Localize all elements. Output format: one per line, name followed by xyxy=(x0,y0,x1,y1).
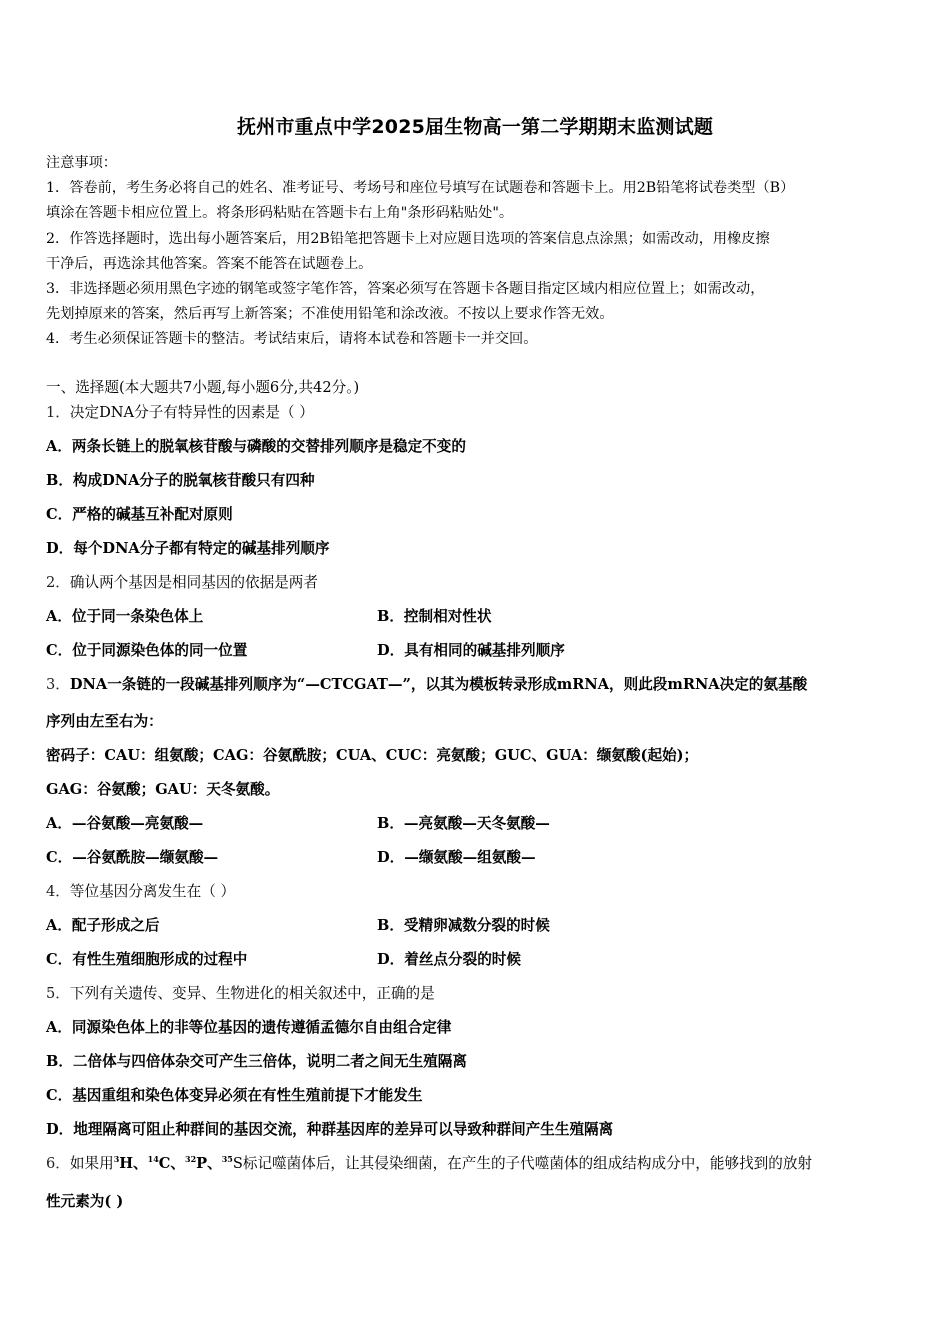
instruction-line: 干净后，再选涂其他答案。答案不能答在试题卷上。 xyxy=(46,255,373,272)
q3-stem-continued: 序列由左至右为： xyxy=(46,713,163,730)
q3-option-c: C．—谷氨酰胺—缬氨酸— xyxy=(46,849,219,866)
question-number: 4． xyxy=(46,883,70,900)
question-3 xyxy=(46,673,807,694)
q1-option-d: D．每个DNA分子都有特定的碱基排列顺序 xyxy=(46,540,330,557)
question-stem: 确认两个基因是相同基因的依据是两者 xyxy=(69,574,318,591)
q1-option-b: B．构成DNA分子的脱氧核苷酸只有四种 xyxy=(46,472,315,489)
question-stem-part: H、 xyxy=(119,1155,148,1172)
instruction-line: 填涂在答题卡相应位置上。将条形码粘贴在答题卡右上角"条形码粘贴处"。 xyxy=(46,205,514,222)
q2-option-b: B．控制相对性状 xyxy=(377,608,492,625)
q4-option-a: A．配子形成之后 xyxy=(46,917,160,934)
q1-option-c: C．严格的碱基互补配对原则 xyxy=(46,506,233,523)
question-5 xyxy=(46,982,435,1003)
question-stem-part: P、 xyxy=(196,1155,222,1172)
instruction-line: 先划掉原来的答案，然后再写上新答案；不准使用铅笔和涂改液。不按以上要求作答无效。 xyxy=(46,306,614,323)
page-title: 抚州市重点中学2025届生物高一第二学期期末监测试题 xyxy=(236,116,714,138)
instructions-heading: 注意事项： xyxy=(46,155,117,171)
section-heading: 一、选择题(本大题共7小题,每小题6分,共42分。) xyxy=(46,379,360,396)
q5-option-b: B．二倍体与四倍体杂交可产生三倍体，说明二者之间无生殖隔离 xyxy=(46,1053,467,1070)
q4-option-b: B．受精卵减数分裂的时候 xyxy=(377,917,550,934)
q4-option-d: D．着丝点分裂的时候 xyxy=(377,951,522,968)
q6-stem-continued: 性元素为( ) xyxy=(46,1193,124,1210)
q5-option-d: D．地理隔离可阻止种群间的基因交流，种群基因库的差异可以导致种群间产生生殖隔离 xyxy=(46,1121,614,1138)
instruction-line: 3．非选择题必须用黑色字迹的钢笔或签字笔作答，答案必须写在答题卡各题目指定区域内相应位置上；如需改动， xyxy=(46,281,765,298)
instruction-line: 2．作答选择题时，选出每小题答案后，用2B铅笔把答题卡上对应题目选项的答案信息点涂黑；如需改动，用橡皮擦 xyxy=(46,230,770,247)
q3-codon-table-line-1: 密码子：CAU：组氨酸；CAG：谷氨酰胺；CUA、CUC：亮氨酸；GUC、GUA：缬氨酸(起始)； xyxy=(46,747,699,764)
q3-option-b: B．—亮氨酸—天冬氨酸— xyxy=(377,815,550,832)
q1-option-a: A．两条长链上的脱氧核苷酸与磷酸的交替排列顺序是稳定不变的 xyxy=(46,438,466,455)
instructions xyxy=(46,151,906,353)
q3-option-a: A．—谷氨酸—亮氨酸— xyxy=(46,815,204,832)
question-1 xyxy=(46,401,314,422)
question-number: 2． xyxy=(46,574,70,591)
isotope-superscript: 3 xyxy=(113,1154,120,1164)
question-number: 6． xyxy=(46,1155,70,1172)
question-number: 5． xyxy=(46,985,70,1002)
question-number: 3． xyxy=(46,676,70,693)
q2-option-a: A．位于同一条染色体上 xyxy=(46,608,204,625)
isotope-superscript: 32 xyxy=(185,1154,197,1164)
question-4 xyxy=(46,880,235,901)
q3-codon-table-line-2: GAG：谷氨酸；GAU：天冬氨酸。 xyxy=(46,781,280,798)
q2-option-d: D．具有相同的碱基排列顺序 xyxy=(377,642,565,659)
question-stem-part: S标记噬菌体后，让其侵染细菌，在产生的子代噬菌体的组成结构成分中，能够找到的放射 xyxy=(232,1155,813,1172)
q3-option-d: D．—缬氨酸—组氨酸— xyxy=(377,849,536,866)
question-stem: 等位基因分离发生在（ ） xyxy=(69,883,236,900)
question-number: 1． xyxy=(46,404,70,421)
question-stem: DNA一条链的一段碱基排列顺序为“—CTCGAT—”，以其为模板转录形成mRNA，则此段mRNA决定的氨基酸 xyxy=(69,676,808,693)
question-stem-part: C、 xyxy=(158,1155,186,1172)
question-6 xyxy=(46,1152,812,1173)
q5-option-a: A．同源染色体上的非等位基因的遗传遵循孟德尔自由组合定律 xyxy=(46,1019,452,1036)
q4-option-c: C．有性生殖细胞形成的过程中 xyxy=(46,951,248,968)
instruction-line: 4．考生必须保证答题卡的整洁。考试结束后，请将本试卷和答题卡一并交回。 xyxy=(46,331,538,348)
isotope-superscript: 35 xyxy=(221,1154,233,1164)
question-stem-part: 如果用 xyxy=(69,1155,114,1172)
q2-option-c: C．位于同源染色体的同一位置 xyxy=(46,642,248,659)
q5-option-c: C．基因重组和染色体变异必须在有性生殖前提下才能发生 xyxy=(46,1087,423,1104)
question-stem: 下列有关遗传、变异、生物进化的相关叙述中，正确的是 xyxy=(69,985,435,1002)
question-stem: 决定DNA分子有特异性的因素是（ ） xyxy=(69,404,314,421)
question-2 xyxy=(46,571,318,592)
instruction-line: 1．答卷前，考生务必将自己的姓名、准考证号、考场号和座位号填写在试题卷和答题卡上。用2B铅笔将试卷类型（B） xyxy=(46,180,795,197)
isotope-superscript: 14 xyxy=(147,1154,159,1164)
